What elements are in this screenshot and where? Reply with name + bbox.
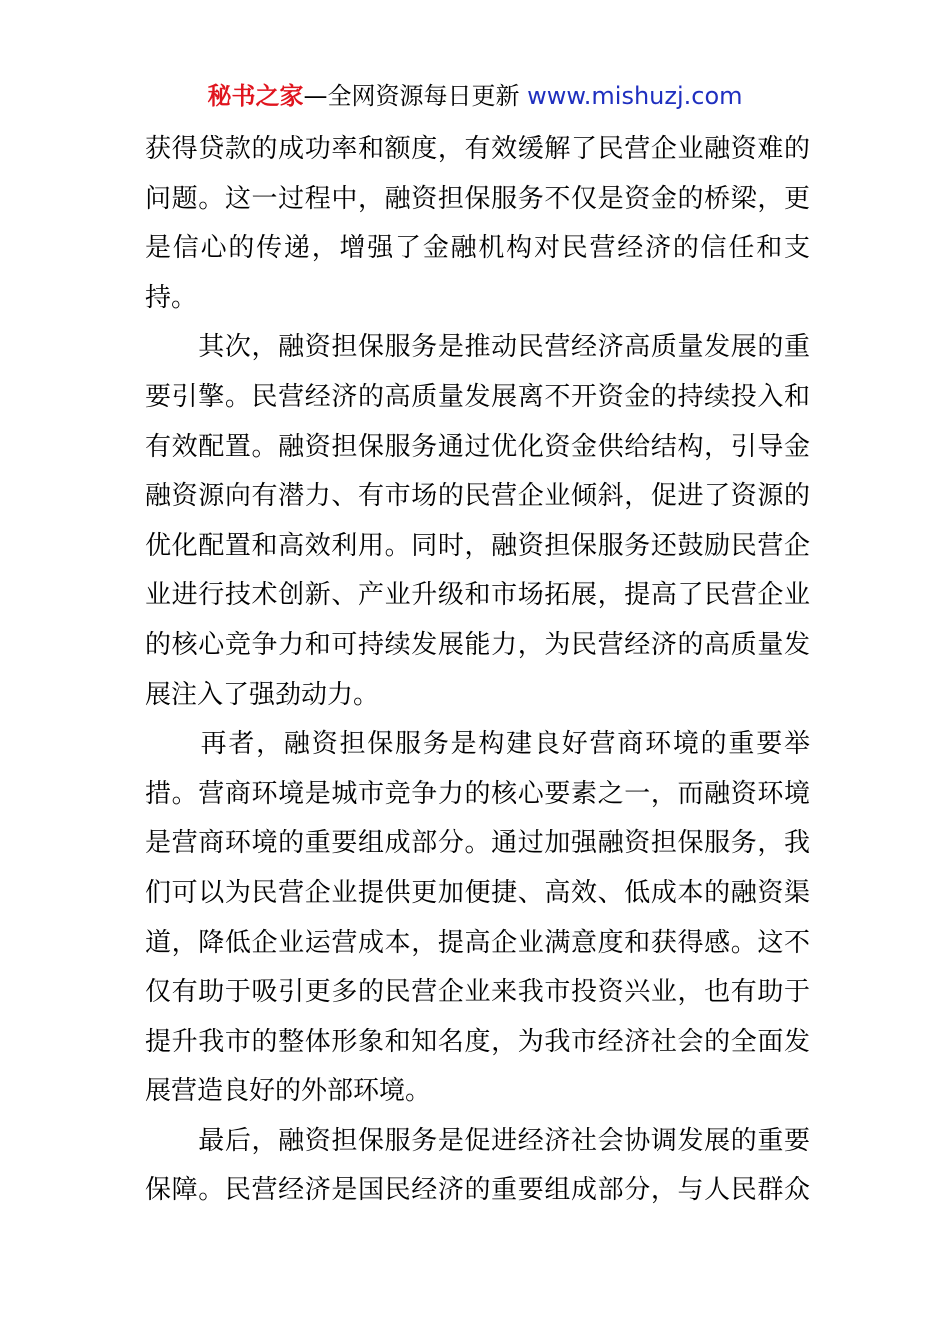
text-line: 其次，融资担保服务是推动民营经济高质量发展的重 [145,332,810,363]
text-line: 提升我市的整体形象和知名度，为我市经济社会的全面发 [145,1026,810,1057]
text-line: 业进行技术创新、产业升级和市场拓展，提高了民营企业 [145,580,810,611]
text-line: 的核心竞争力和可持续发展能力，为民营经济的高质量发 [145,629,810,660]
page-header [0,80,950,112]
text-line: 展营造良好的外部环境。 [145,1076,432,1107]
text-line: 再者，融资担保服务是构建良好营商环境的重要举 [145,729,810,760]
text-line: 是信心的传递，增强了金融机构对民营经济的信任和支 [145,233,810,264]
text-line: 优化配置和高效利用。同时，融资担保服务还鼓励民营企 [145,530,810,561]
text-line: 要引擎。民营经济的高质量发展离不开资金的持续投入和 [145,381,810,412]
text-line: 融资源向有潜力、有市场的民营企业倾斜，促进了资源的 [145,481,810,512]
text-line: 道，降低企业运营成本，提高企业满意度和获得感。这不 [145,927,810,958]
text-line: 保障。民营经济是国民经济的重要组成部分，与人民群众 [145,1175,810,1206]
text-line: 最后，融资担保服务是促进经济社会协调发展的重要 [145,1125,810,1156]
site-brand: 秘书之家 [207,82,304,110]
text-line: 措。营商环境是城市竞争力的核心要素之一，而融资环境 [145,778,810,809]
text-line: 是营商环境的重要组成部分。通过加强融资担保服务，我 [145,828,810,859]
text-line: 仅有助于吸引更多的民营企业来我市投资兴业，也有助于 [145,977,810,1008]
site-url-link[interactable]: www.mishuzj.com [527,82,743,110]
text-line: 问题。这一过程中，融资担保服务不仅是资金的桥梁，更 [145,183,810,214]
site-tagline: —全网资源每日更新 [303,82,520,110]
text-line: 们可以为民营企业提供更加便捷、高效、低成本的融资渠 [145,877,810,908]
text-line: 获得贷款的成功率和额度，有效缓解了民营企业融资难的 [145,134,810,164]
document-body [145,125,810,1216]
text-line: 持。 [145,282,198,313]
text-line: 展注入了强劲动力。 [145,679,380,710]
text-line: 有效配置。融资担保服务通过优化资金供给结构，引导金 [145,431,810,462]
